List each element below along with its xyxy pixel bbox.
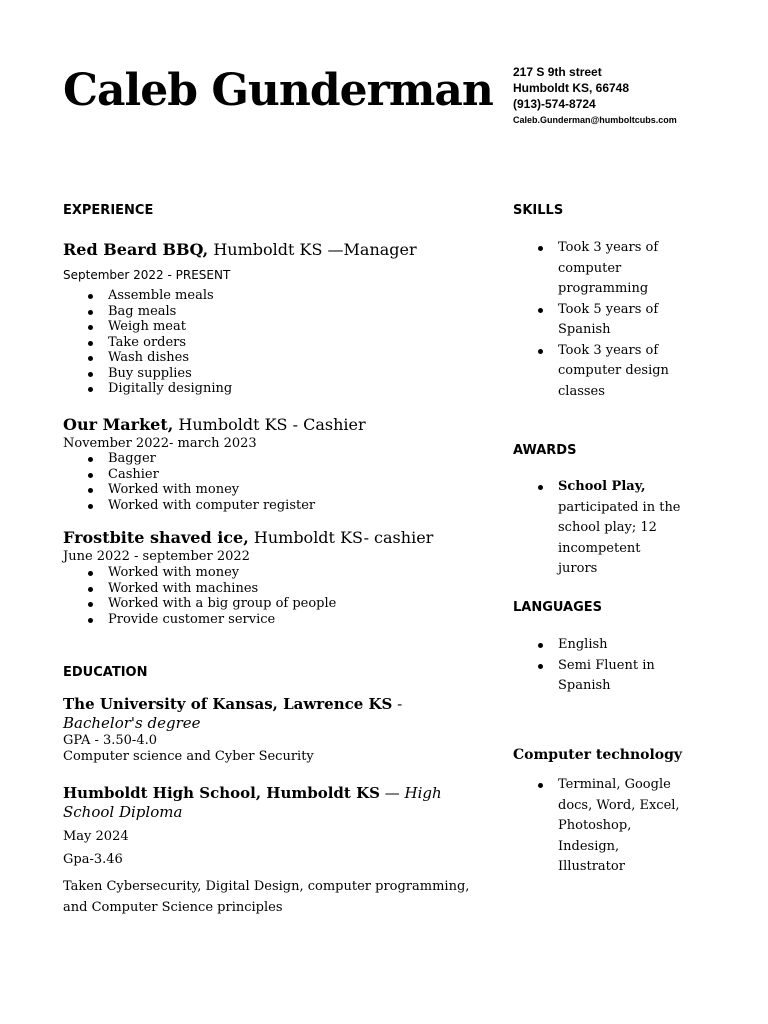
school-date: May 2024 <box>63 829 129 844</box>
computer-technology-list <box>513 775 683 878</box>
list-item <box>513 477 683 580</box>
awards-list <box>513 477 683 580</box>
school-name: The University of Kansas, Lawrence KS <box>63 695 393 713</box>
school-sep: — <box>379 784 405 802</box>
job-employer: Frostbite shaved ice, <box>63 528 249 547</box>
school-name: Humboldt High School, Humboldt KS <box>63 784 380 802</box>
list-item: Take orders <box>63 335 232 351</box>
job-employer: Red Beard BBQ, <box>63 240 209 259</box>
list-item: Took 3 years of computer design classes <box>513 341 683 403</box>
job-duties-list <box>63 288 232 397</box>
job-title <box>63 528 433 548</box>
contact-block <box>513 64 677 127</box>
list-item: English <box>513 635 683 656</box>
job-detail: Humboldt KS - Cashier <box>173 415 366 434</box>
school-field: Computer science and Cyber Security <box>63 749 314 764</box>
contact-city: Humboldt KS, 66748 <box>513 81 630 95</box>
list-item: Took 3 years of computer programming <box>513 238 683 300</box>
list-item: Semi Fluent in Spanish <box>513 656 683 697</box>
award-text: participated in the school play; 12 incompetent jurors <box>558 499 681 576</box>
list-item: Buy supplies <box>63 366 232 382</box>
school-courses: Taken Cybersecurity, Digital Design, computer programming, and Computer Science principles <box>63 879 470 915</box>
skills-heading: SKILLS <box>513 203 564 218</box>
job-dates: September 2022 - PRESENT <box>63 268 231 282</box>
list-item: Took 5 years of Spanish <box>513 300 683 341</box>
list-item: Cashier <box>63 467 315 483</box>
list-item: Wash dishes <box>63 350 232 366</box>
list-item: Worked with money <box>63 482 315 498</box>
contact-email: Caleb.Gunderman@humboltcubs.com <box>513 115 677 125</box>
job-duties-list <box>63 565 336 627</box>
skills-list <box>513 238 683 402</box>
list-item: Digitally designing <box>63 381 232 397</box>
list-item: Terminal, Google docs, Word, Excel, Photoshop, Indesign, Illustrator <box>513 775 683 878</box>
school-sep: - <box>392 695 403 713</box>
list-item: Provide customer service <box>63 612 336 628</box>
list-item: Worked with a big group of people <box>63 596 336 612</box>
list-item: Assemble meals <box>63 288 232 304</box>
job-title <box>63 240 417 260</box>
school-gpa: Gpa-3.46 <box>63 852 123 867</box>
languages-list <box>513 635 683 697</box>
job-title <box>63 415 366 435</box>
award-title: School Play, <box>558 479 646 494</box>
job-detail: Humboldt KS —Manager <box>208 240 417 259</box>
school-degree: High School Diploma <box>63 784 442 821</box>
job-employer: Our Market, <box>63 415 174 434</box>
school-degree: Bachelor's degree <box>63 714 201 732</box>
languages-heading: LANGUAGES <box>513 600 603 615</box>
school-title <box>63 784 483 822</box>
job-dates: June 2022 - september 2022 <box>63 549 250 564</box>
list-item: Bagger <box>63 451 315 467</box>
awards-heading: AWARDS <box>513 443 577 458</box>
list-item: Worked with machines <box>63 581 336 597</box>
resume-name: Caleb Gunderman <box>63 65 493 116</box>
contact-street: 217 S 9th street <box>513 65 602 79</box>
job-detail: Humboldt KS- cashier <box>248 528 434 547</box>
contact-phone: (913)-574-8724 <box>513 97 596 111</box>
experience-heading: EXPERIENCE <box>63 203 154 218</box>
school-gpa: GPA - 3.50-4.0 <box>63 733 157 748</box>
list-item: Worked with money <box>63 565 336 581</box>
list-item: Bag meals <box>63 304 232 320</box>
job-dates: November 2022- march 2023 <box>63 436 257 451</box>
education-heading: EDUCATION <box>63 665 148 680</box>
list-item: Worked with computer register <box>63 498 315 514</box>
list-item: Weigh meat <box>63 319 232 335</box>
school-title <box>63 695 483 733</box>
computer-technology-heading: Computer technology <box>513 747 683 763</box>
job-duties-list <box>63 451 315 513</box>
